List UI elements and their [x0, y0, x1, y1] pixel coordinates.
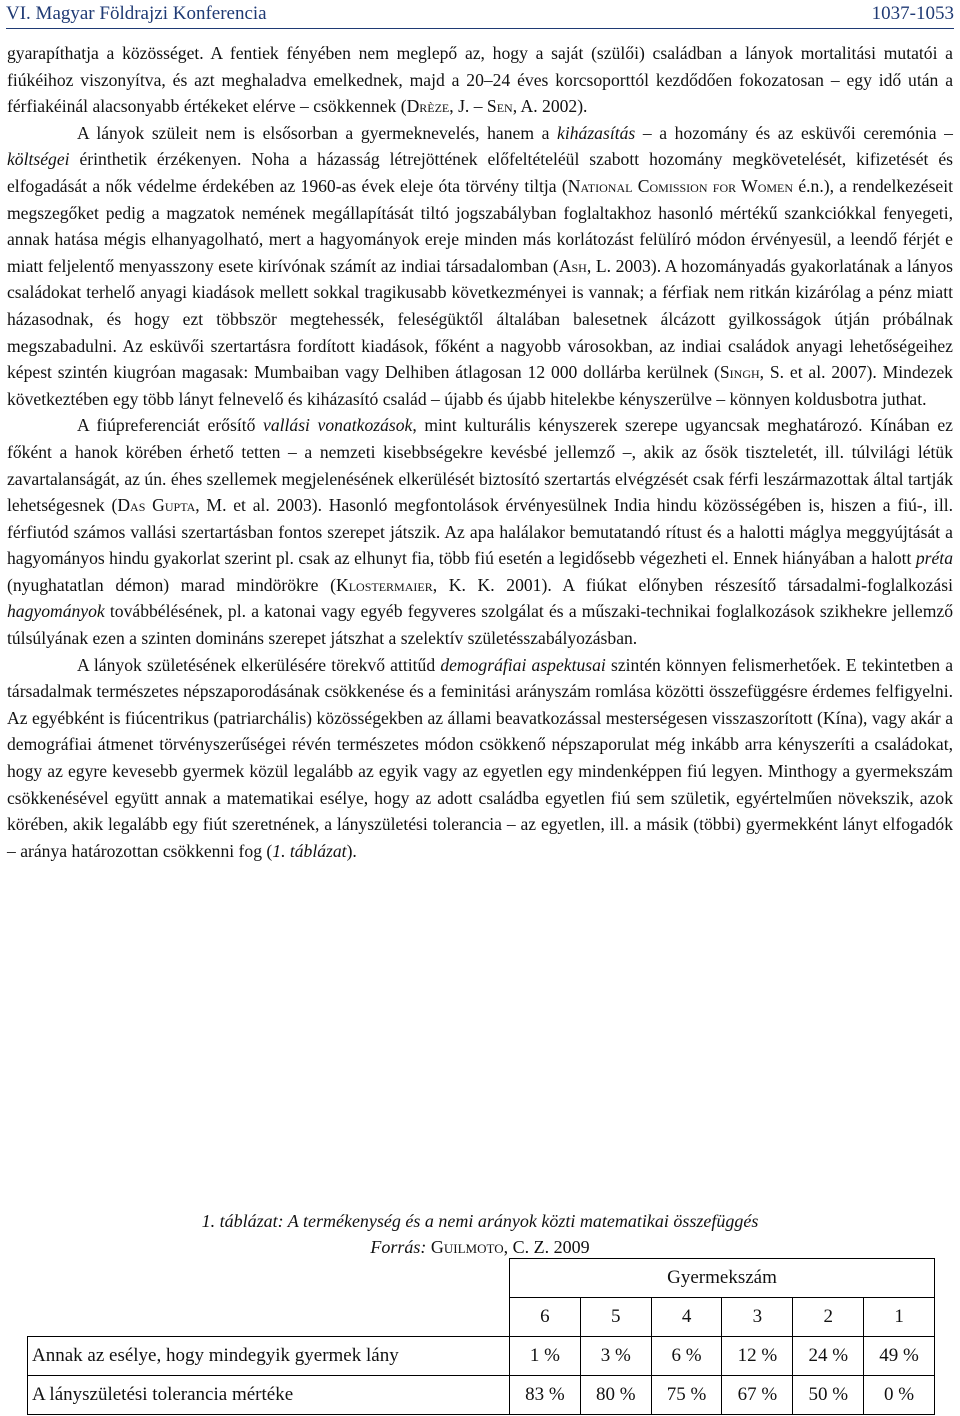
text-run: érinthetik érzékenyen. Noha a házasság létrejöttének előfeltételéül szabott hozomány megkövetelését, kifizetését és elfogadását a nők védelme érdekében az 1960-as évek eleje óta törvény tiltja ( — [7, 149, 953, 196]
emphasis-text: demográfiai aspektusai — [440, 654, 606, 675]
emphasis-text: 1. táblázat — [272, 840, 347, 861]
table-cell: 6 % — [651, 1337, 722, 1376]
emphasis-text: vallási vonatkozások — [263, 415, 413, 436]
body-text — [7, 40, 953, 864]
table-header-row — [28, 1259, 935, 1298]
author-name: National Comission for Women — [567, 175, 794, 196]
author-name: Das Gupta — [117, 495, 196, 516]
text-run: , K. K. 2001). A fiúkat előnyben részesítő társadalmi-foglalkozási — [432, 574, 953, 595]
table-cell: 67 % — [722, 1376, 793, 1415]
table-cell: 1 % — [510, 1337, 581, 1376]
row-label: Annak az esélye, hogy mindegyik gyermek lány — [28, 1337, 510, 1376]
text-run: szintén könnyen felismerhetőek. E tekintetben a társadalmak természetes népszaporodásának csökkenése és a feminitási arányszám romlása közötti összefüggésre érdemes felfigyelni. Az egyébként is fiúcentrikus (patriarchális) közösségekben az állami beavatkozással mesterségesen visszaszorított (Kína), vagy akár a demográfiai átmenet törvényszerűségei révén természetes módon csökkenő népszaporulat még inkább arra kényszeríti a családokat, hogy az egyre kevesebb gyermek közül legalább az egyik vagy az egyetlen egy mindenképpen fiú legyen. Minthogy a gyermekszám csökkenésével együtt annak a matematikai esélye, hogy az adott családba egyetlen fiú sem születik, egyértelműen növekszik, azok körében, akik legalább egy fiút szeretnének, a lányszületési tolerancia – az egyetlen, ill. a másik (többi) gyermekként lányt elfogadók – aránya határozottan csökkenni fog ( — [7, 654, 954, 861]
table-cell: 0 % — [864, 1376, 935, 1415]
table-cell: 49 % — [864, 1337, 935, 1376]
page-range: 1037-1053 — [871, 3, 954, 24]
text-run: gyarapíthatja a közösséget. A fentiek fényében nem meglepő az, hogy a saját (szülői) családban a lányok mortalitási mutatói a fiúkéihoz viszonyítva, és azt meghaladva emelkednek, majd a 20–24 éves korcsoporttól kezdődően fokozatosan – egy idő után a férfiakéinál alacsonyabb értékeket elérve – csökkennek ( — [7, 43, 953, 117]
column-header: 5 — [580, 1298, 651, 1337]
text-run: , S. et al. 2007). Mindezek következtében egy több lányt felnevelő és kiházasító család – újabb és újabb hitelekbe kényszerülve – könnyen koldusbotra juthat. — [7, 362, 953, 409]
paragraph — [7, 120, 953, 413]
author-name: Drèze — [406, 96, 450, 117]
text-run: – a hozomány és az esküvői ceremónia – — [635, 122, 953, 143]
table-cell: 80 % — [580, 1376, 651, 1415]
text-run: , L. 2003). A hozományadás gyakorlatának a lányos családokat terhelő anyagi kiadások mellett sokkal tragikusabb következményei is vannak; a férfiak nem ritkán kizárólag a pénz miatt házasodnak, és hogy ezt többször megtehessék, feleségüktől általában balesetnek álcázott gyilkosságok útján próbálnak megszabadulni. Az esküvői szertartásra fordított kiadások, főként a nagyobb városokban, az indiai családok anyagi lehetőségeihez képest szintén kiugróan magasak: Mumbaiban vagy Delhiben átlagosan 12 000 dollárba kerülnek ( — [7, 255, 953, 383]
author-name: Sen — [486, 96, 513, 117]
group-header: Gyermekszám — [510, 1259, 935, 1298]
text-run: (nyughatatlan démon) marad mindörökre ( — [7, 574, 336, 595]
emphasis-text: kiházasítás — [557, 122, 636, 143]
paragraph — [7, 652, 953, 865]
author-name: Klostermaier — [336, 574, 433, 595]
data-table — [27, 1258, 935, 1415]
table-source — [0, 1234, 960, 1260]
text-run: A lányok szüleit nem is elsősorban a gyermeknevelés, hanem a — [77, 122, 558, 143]
table-corner — [28, 1259, 510, 1298]
text-run: továbbélésének, pl. a katonai vagy egyéb fegyveres szolgálat és a műszaki-technikai foglalkozások szikhekre jellemző túlsúlyának ezen a szinten domináns szerepet játszhat a szelektív születésszabályozásban. — [7, 601, 953, 649]
table-title: 1. táblázat: A termékenység és a nemi arányok közti matematikai összefüggés — [201, 1211, 759, 1231]
text-run: ). — [346, 840, 357, 861]
source-prefix: Forrás: — [370, 1237, 431, 1257]
running-header — [6, 0, 954, 29]
paragraph — [7, 412, 953, 651]
table-cell: 75 % — [651, 1376, 722, 1415]
emphasis-text: költségei — [7, 149, 70, 170]
conference-title: VI. Magyar Földrajzi Konferencia — [6, 3, 267, 24]
emphasis-text: préta — [915, 548, 953, 569]
table-cell: 50 % — [793, 1376, 864, 1415]
table-row — [28, 1337, 935, 1376]
source-rest: , C. Z. 2009 — [503, 1237, 590, 1257]
row-label: A lányszületési tolerancia mértéke — [28, 1376, 510, 1415]
table-cell: 3 % — [580, 1337, 651, 1376]
table-cell: 24 % — [793, 1337, 864, 1376]
text-run: A fiúpreferenciát erősítő — [77, 415, 264, 436]
text-run: A lányok születésének elkerülésére törekvő attitűd — [77, 654, 441, 675]
text-run: , M. et al. 2003). Hasonló megfontolások érvényesülnek India hindu közösségében is, hiszen a fiú-, ill. férfiutód számos vallási szertartásban fontos szerepet játszik. Az apa halálakor bemutatandó rítust és a halotti máglya meggyújtását a hagyományos hindu gyakorlat szerint pl. csak az elhunyt fia, több fiú esetén a legidősebb végezheti el. Ennek hiányában a halott — [7, 495, 953, 569]
emphasis-text: hagyományok — [7, 601, 105, 622]
table-row — [28, 1376, 935, 1415]
table-caption — [0, 1208, 960, 1260]
author-name: Singh — [719, 362, 760, 383]
table-corner — [28, 1298, 510, 1337]
table-cell: 12 % — [722, 1337, 793, 1376]
text-run: , mint kulturális kényszerek szerepe ugyancsak meghatározó. Kínában ez főként a hanok körében érhető tetten – a nemzeti kisebbségekre kevésbé jellemző –, akik az ősök tiszteletét, ill. túlvilági létük zavartalanságát, az ún. éhes szellemek megjelenésének elkerülését biztosító szertartás elvégzését csak férfi leszármazottak által tartják lehetségesnek ( — [7, 415, 953, 516]
text-run: , A. 2002). — [512, 96, 588, 117]
column-header: 4 — [651, 1298, 722, 1337]
column-header: 6 — [510, 1298, 581, 1337]
table-cell: 83 % — [510, 1376, 581, 1415]
source-author: Guilmoto — [430, 1237, 504, 1257]
text-run: é.n.), a rendelkezéseit megszegőket pedig a magzatok nemének megállapítását tiltó jogszabályban foglaltakhoz hasonló mértékű szankciókkal fenyegeti, annak hatása mégis elhanyagolható, mert a hagyományok ereje minden más korlátozást felülíró módon érvényesül, a leendő férjét e miatt feljelentő menyasszony esete kirívónak számít az indiai társadalomban ( — [7, 175, 954, 276]
column-header: 1 — [864, 1298, 935, 1337]
table-column-row — [28, 1298, 935, 1337]
column-header: 2 — [793, 1298, 864, 1337]
column-header: 3 — [722, 1298, 793, 1337]
paragraph — [7, 40, 953, 120]
text-run: , J. – — [449, 96, 487, 117]
author-name: Ash — [558, 255, 587, 276]
